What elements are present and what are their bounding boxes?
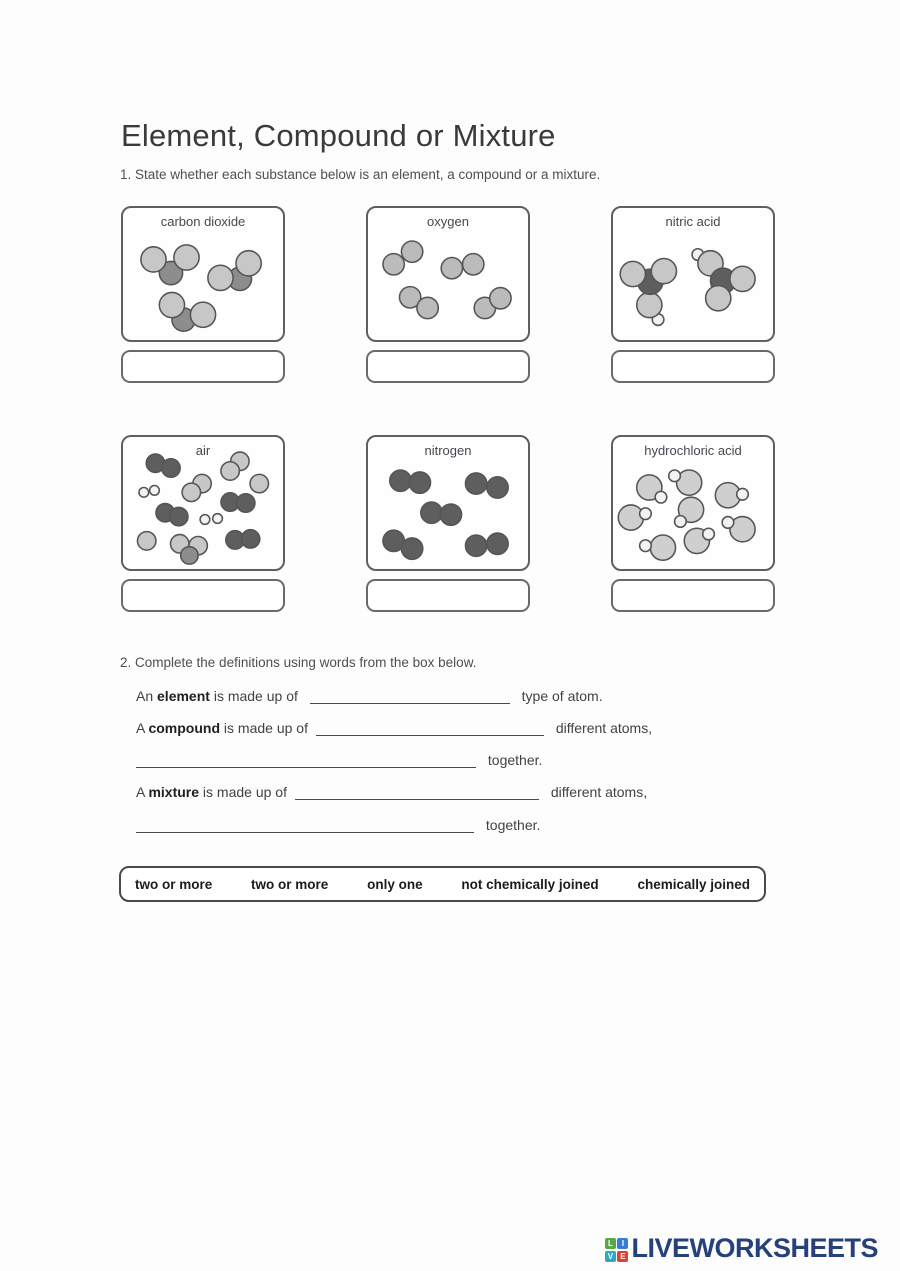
word-bank-item: chemically joined [637, 876, 750, 892]
definition-compound-continued [136, 752, 542, 768]
answer-box-nitric-acid[interactable] [611, 350, 775, 383]
substance-card-air [121, 435, 285, 571]
logo-letter-e: E [617, 1251, 628, 1262]
substance-card-nitric-acid [611, 206, 775, 342]
blank-mixture-1[interactable] [295, 785, 539, 800]
liveworksheets-logo-icon [605, 1238, 629, 1262]
liveworksheets-logo[interactable] [605, 1233, 878, 1264]
definition-text: An [136, 688, 158, 704]
word-bank-item: two or more [135, 876, 213, 892]
substance-card-carbon-dioxide [121, 206, 285, 342]
definition-text: is made up of [209, 688, 302, 704]
answer-box-air[interactable] [121, 579, 285, 612]
definition-text: together. [484, 752, 543, 768]
definition-text: type of atom. [517, 688, 603, 704]
definition-text: A [136, 720, 149, 736]
word-bank [119, 866, 766, 902]
word-bank-item: not chemically joined [461, 876, 599, 892]
substance-card-oxygen [366, 206, 530, 342]
blank-element[interactable] [310, 689, 510, 704]
blank-compound-1[interactable] [316, 721, 544, 736]
definition-text: is made up of [199, 784, 287, 800]
definition-keyword: compound [148, 720, 221, 736]
definition-text: is made up of [220, 720, 308, 736]
answer-box-hydrochloric-acid[interactable] [611, 579, 775, 612]
definition-text: different atoms, [551, 720, 653, 736]
question1-instruction: 1. State whether each substance below is an element, a compound or a mixture. [120, 167, 601, 182]
definition-mixture-continued [136, 817, 540, 833]
definition-element [136, 688, 603, 704]
word-bank-item: only one [367, 876, 423, 892]
substance-label: nitric acid [665, 214, 721, 229]
definition-keyword: mixture [148, 784, 200, 800]
substance-label: hydrochloric acid [644, 443, 742, 458]
blank-mixture-2[interactable] [136, 818, 474, 833]
substance-label: carbon dioxide [160, 214, 246, 229]
question2-instruction: 2. Complete the definitions using words from the box below. [120, 655, 477, 670]
definition-text: different atoms, [546, 784, 648, 800]
definition-keyword: element [157, 688, 210, 704]
blank-compound-2[interactable] [136, 753, 476, 768]
definition-text: A [136, 784, 149, 800]
answer-box-carbon-dioxide[interactable] [121, 350, 285, 383]
logo-letter-l: L [605, 1238, 616, 1249]
word-bank-item: two or more [251, 876, 329, 892]
definition-mixture [136, 784, 647, 800]
substance-label: oxygen [427, 214, 469, 229]
substance-card-nitrogen [366, 435, 530, 571]
definition-text: together. [482, 817, 541, 833]
definition-compound [136, 720, 652, 736]
logo-letter-v: V [605, 1251, 616, 1262]
answer-box-nitrogen[interactable] [366, 579, 530, 612]
page-title: Element, Compound or Mixture [121, 118, 556, 153]
brand-name: LIVEWORKSHEETS [631, 1233, 878, 1263]
logo-letter-i: I [617, 1238, 628, 1249]
substance-card-hydrochloric-acid [611, 435, 775, 571]
substance-label: air [195, 443, 211, 458]
answer-box-oxygen[interactable] [366, 350, 530, 383]
substance-label: nitrogen [424, 443, 472, 458]
